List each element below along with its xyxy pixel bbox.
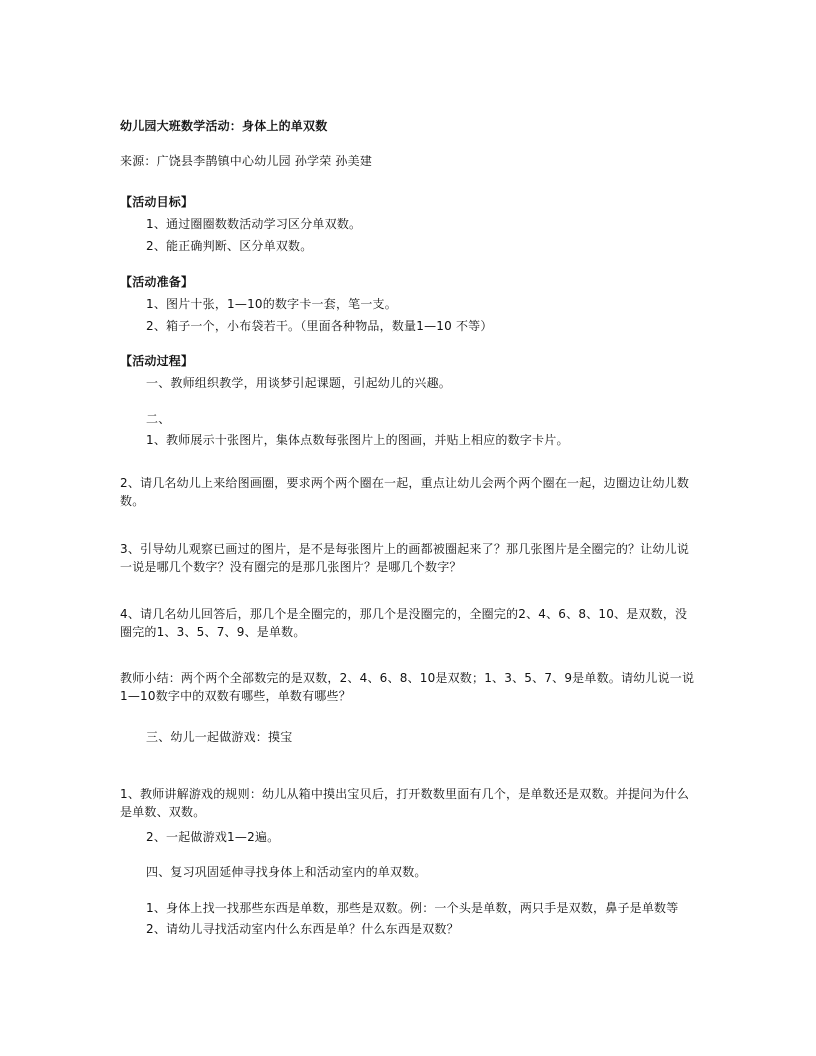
teacher-summary: 教师小结：两个两个全部数完的是双数，2、4、6、8、10是双数；1、3、5、7、9是单数。请幼儿说一说1—10数字中的双数有哪些，单数有哪些？ bbox=[120, 671, 695, 703]
process-step-3: 三、幼儿一起做游戏：摸宝 bbox=[146, 730, 293, 744]
body-parity-item: 1、身体上找一找那些东西是单数，那些是双数。例：一个头是单数，两只手是双数，鼻子是单数等 bbox=[146, 901, 679, 915]
prep-heading: 【活动准备】 bbox=[120, 275, 194, 289]
process-heading: 【活动过程】 bbox=[120, 354, 194, 368]
process-substep-4: 4、请几名幼儿回答后，那几个是全圈完的，那几个是没圈完的，全圈完的2、4、6、8、10、是双数，没圈完的1、3、5、7、9、是单数。 bbox=[120, 607, 688, 639]
process-step-4: 四、复习巩固延伸寻找身体上和活动室内的单双数。 bbox=[146, 865, 427, 879]
process-step-1: 一、教师组织教学，用谈梦引起课题，引起幼儿的兴趣。 bbox=[146, 376, 452, 390]
goals-heading: 【活动目标】 bbox=[120, 195, 194, 209]
game-repeat: 2、一起做游戏1—2遍。 bbox=[146, 830, 280, 844]
process-step-2: 二、 bbox=[146, 412, 171, 426]
prep-item-1: 1、图片十张，1—10的数字卡一套，笔一支。 bbox=[146, 297, 397, 311]
process-substep-2: 2、请几名幼儿上来给图画圈，要求两个两个圈在一起，重点让幼儿会两个两个圈在一起，边圈边让幼儿数数。 bbox=[120, 476, 690, 508]
goal-item-1: 1、通过圈圈数数活动学习区分单双数。 bbox=[146, 217, 362, 231]
document-title: 幼儿园大班数学活动：身体上的单双数 bbox=[120, 119, 328, 133]
goal-item-2: 2、能正确判断、区分单双数。 bbox=[146, 239, 313, 253]
process-substep-3: 3、引导幼儿观察已画过的图片，是不是每张图片上的画都被圈起来了？那几张图片是全圈完的？让幼儿说一说是哪几个数字？没有圈完的是那几张图片？是哪几个数字？ bbox=[120, 542, 690, 574]
room-parity-item: 2、请幼儿寻找活动室内什么东西是单？什么东西是双数？ bbox=[146, 922, 459, 936]
process-substep-1: 1、教师展示十张图片，集体点数每张图片上的图画，并贴上相应的数字卡片。 bbox=[146, 433, 569, 447]
source-line: 来源：广饶县李鹊镇中心幼儿园 孙学荣 孙美建 bbox=[120, 154, 373, 168]
game-rules: 1、教师讲解游戏的规则：幼儿从箱中摸出宝贝后，打开数数里面有几个，是单数还是双数。并提问为什么是单数、双数。 bbox=[120, 787, 690, 819]
prep-item-2: 2、箱子一个，小布袋若干。（里面各种物品，数量1—10 不等） bbox=[146, 319, 493, 333]
